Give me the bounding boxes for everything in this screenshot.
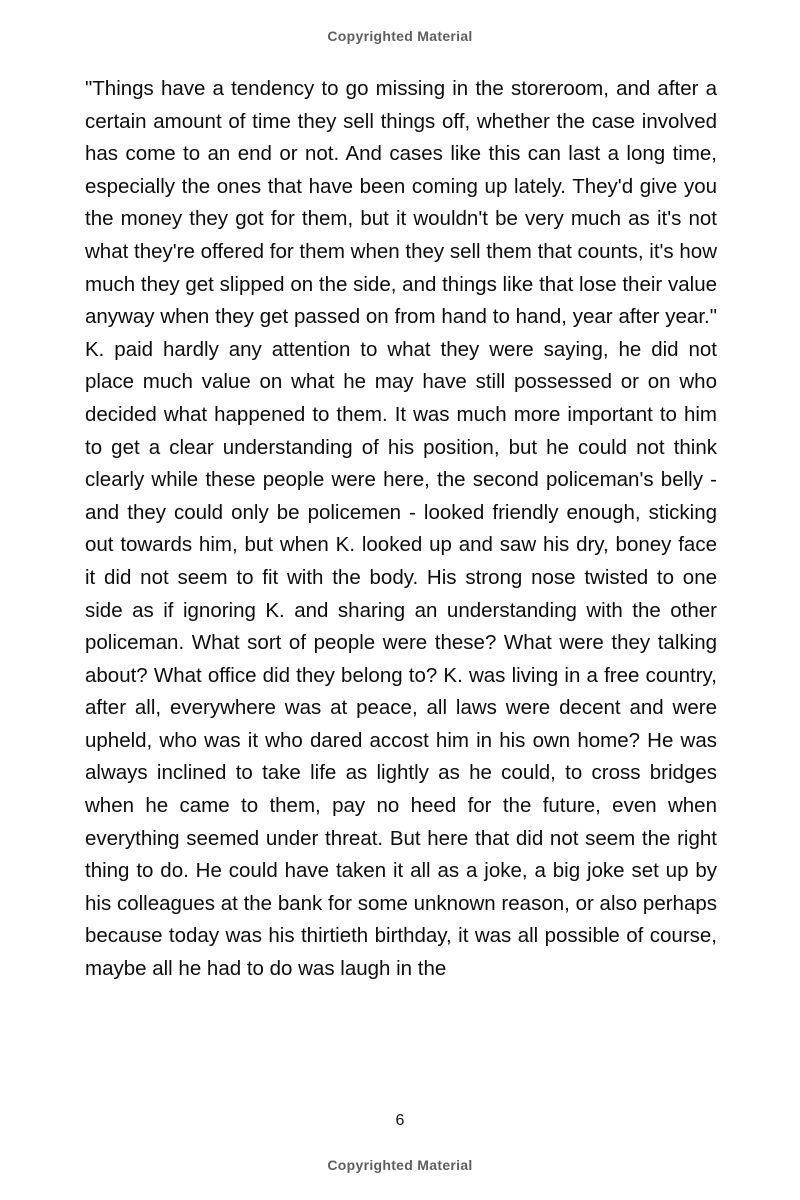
copyright-notice-top: Copyrighted Material [327, 28, 473, 44]
body-paragraph: "Things have a tendency to go missing in the storeroom, and after a certain amount of time they sell things off, whether the case involved has come to an end or not. And cases like this can last a long time, especially the ones that have been coming up lately. They'd give you the money they got for them, but it wouldn't be very much as it's not what they're offered for them when they sell them that counts, it's how much they get slipped on the side, and things like that lose their value anyway when they get passed on from hand to hand, year after year." K. paid hardly any attention to what they were saying, he did not place much value on what he may have still possessed or on who decided what happened to them. It was much more important to him to get a clear understanding of his position, but he could not think clearly while these people were here, the second policeman's belly - and they could only be policemen - looked friendly enough, sticking out towards him, but when K. looked up and saw his dry, boney face it did not seem to fit with the body. His strong nose twisted to one side as if ignoring K. and sharing an understanding with the other policeman. What sort of people were these? What were they talking about? What office did they belong to? K. was living in a free country, after all, everywhere was at peace, all laws were decent and were upheld, who was it who dared accost him in his own home? He was always inclined to take life as lightly as he could, to cross bridges when he came to them, pay no heed for the future, even when everything seemed under threat. But here that did not seem the right thing to do. He could have taken it all as a joke, a big joke set up by his colleagues at the bank for some unknown reason, or also perhaps because today was his thirtieth birthday, it was all possible of course, maybe all he had to do was laugh in the [85, 77, 717, 981]
copyright-notice-bottom: Copyrighted Material [327, 1157, 473, 1173]
page-number: 6 [395, 1112, 405, 1129]
